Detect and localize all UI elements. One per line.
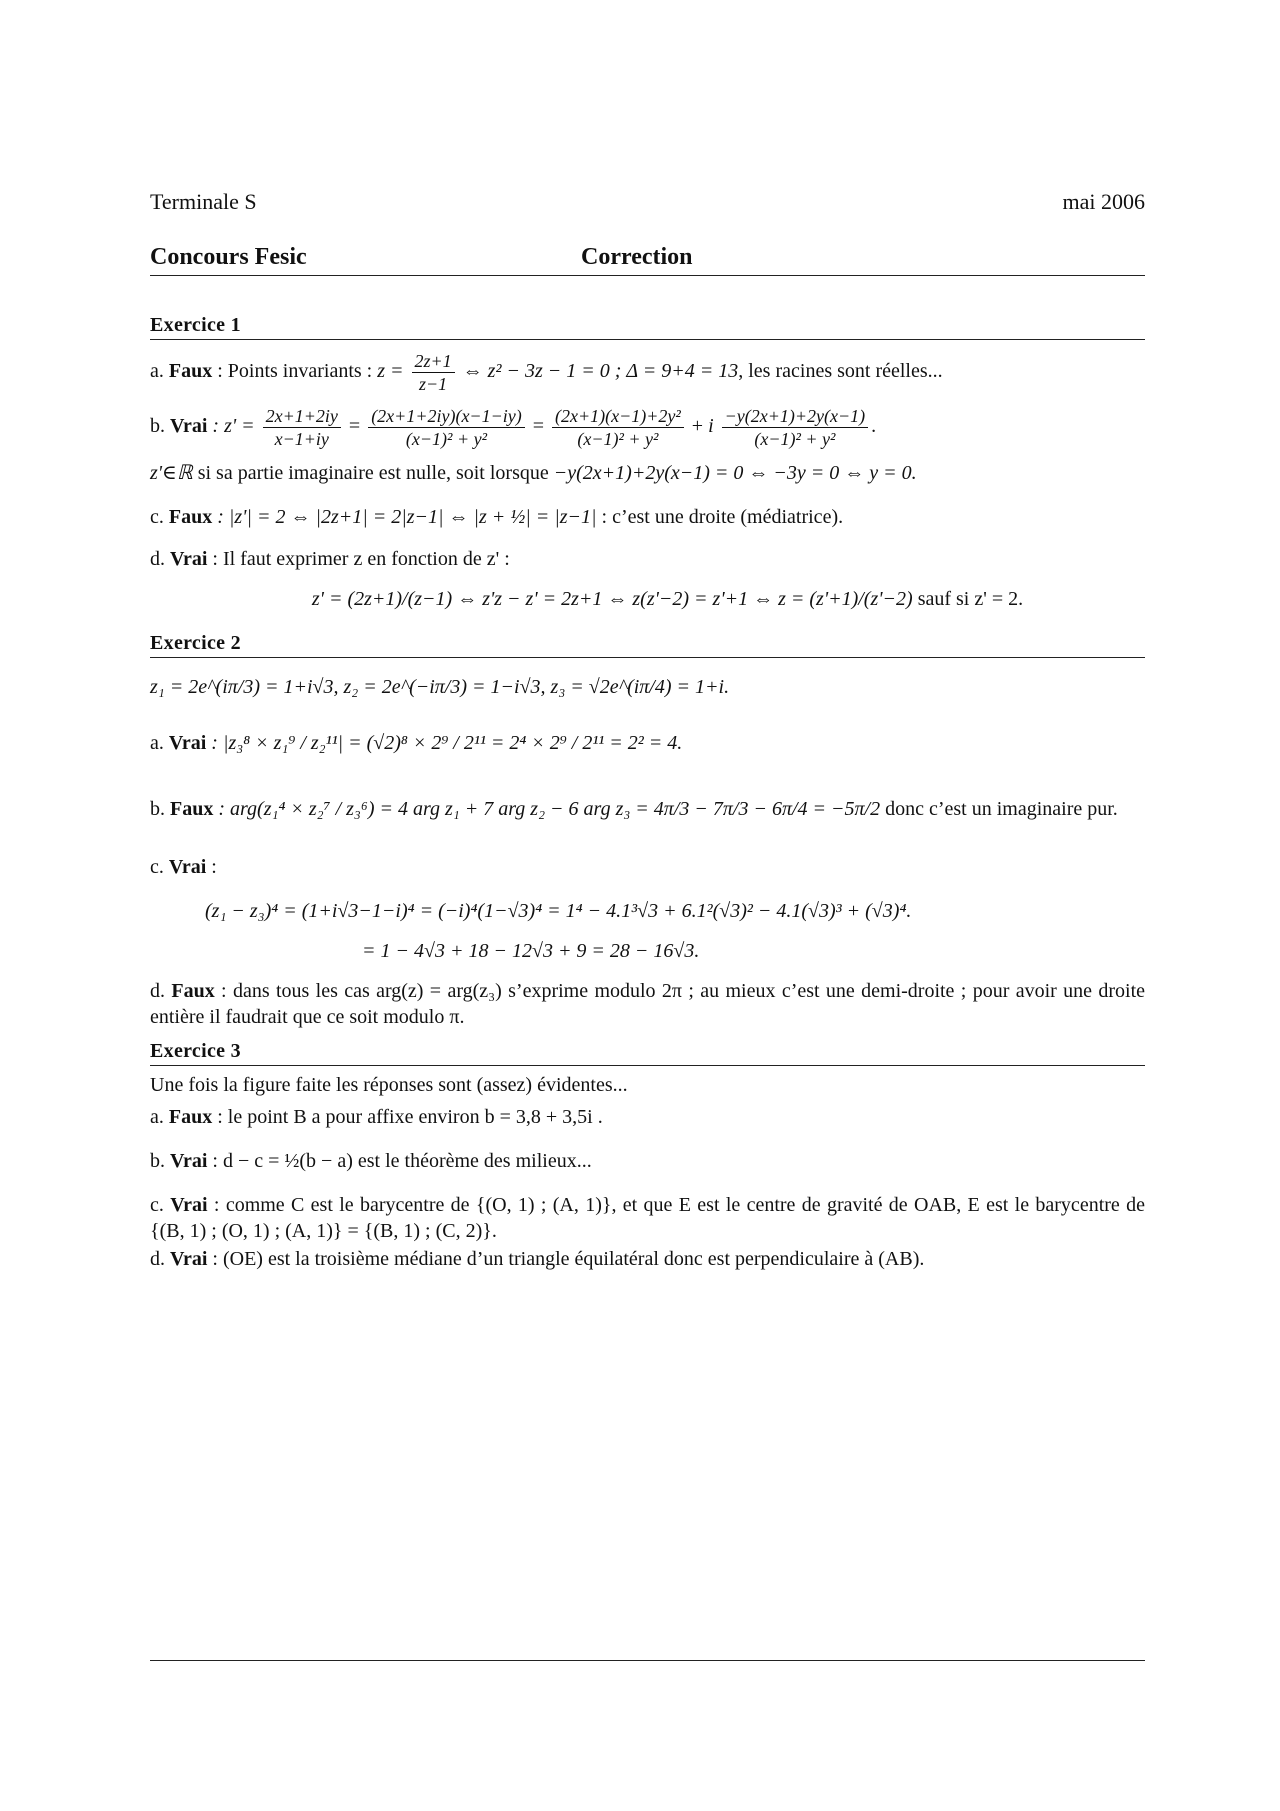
verdict: Faux [170, 798, 214, 820]
ex1-item-b: b. Vrai : z' = $\frac{2x+1+2iy}{x-1+iy}$ = $\frac{(2x+1+2iy)(x-1-iy)}{\text{(x−1)² + y²}}$ = $\frac{\text{(2x+1)(x−1)+2y²}}{\text{(x−1)² + y²}}$ + i $\frac{-y(2x+1)+2y(x-1)}{\text{(x−1)² + y²}}$ . [150, 406, 877, 449]
title-center: Correction [581, 244, 693, 270]
ex3-item-b: b. Vrai : d − c = ½(b − a) est le théorème des milieux... [150, 1150, 592, 1172]
ex2-item-c-eq2: = 1 − 4√3 + 18 − 12√3 + 9 = 28 − 16√3. [362, 940, 700, 962]
document-page [150, 188, 1145, 1272]
verdict: Vrai [170, 415, 208, 438]
title-left: Concours Fesic [150, 244, 307, 270]
exercice-3-title: Exercice 3 [150, 1040, 1145, 1066]
verdict: Vrai [168, 732, 207, 754]
exercice-2-title: Exercice 2 [150, 632, 1145, 658]
ex2-intro: z₁ = 2e^(iπ/3) = 1+i√3, z₂ = 2e^(−iπ/3) = 1−i√3, z₃ = √2e^(iπ/4) = 1+i. [150, 676, 730, 698]
ex2-item-b: b. Faux : arg(z₁⁴ × z₂⁷ / z₃⁶) = 4 arg z₁ + 7 arg z₂ − 6 arg z₃ = 4π/3 − 7π/3 − 6π/4 = −5π/2 donc c’est un imaginaire pur. [150, 798, 1118, 820]
verdict: Vrai [168, 856, 207, 878]
verdict: Vrai [170, 1248, 208, 1270]
footer-rule [150, 1660, 1145, 1661]
ex3-item-a: a. Faux : le point B a pour affixe environ b = 3,8 + 3,5i . [150, 1106, 603, 1128]
page-header [150, 188, 1145, 216]
ex2-item-a: a. Vrai : |z₃⁸ × z₁⁹ / z₂¹¹| = (√2)⁸ × 2⁹ / 2¹¹ = 2⁴ × 2⁹ / 2¹¹ = 2² = 4. [150, 732, 683, 754]
ex1-item-d: d. Vrai : Il faut exprimer z en fonction de z' : [150, 548, 510, 570]
verdict: Vrai [170, 1150, 208, 1172]
ex1-item-a: a. Faux : Points invariants : z = $\frac{2z+1}{z-1}$ ⇔ z² − 3z − 1 = 0 ; Δ = 9+4 = 13, les racines sont réelles... [150, 351, 943, 394]
title-bar [150, 244, 1145, 276]
ex2-item-c-eq1: (z₁ − z₃)⁴ = (1+i√3−1−i)⁴ = (−i)⁴(1−√3)⁴ = 1⁴ − 4.1³√3 + 6.1²(√3)² − 4.1(√3)³ + (√3)⁴. [205, 900, 912, 922]
fraction: $\frac{(2x+1+2iy)(x-1-iy)}{\text{(x−1)² + y²}}$ [368, 405, 525, 450]
ex1-item-b-line2: z'∈ℝ si sa partie imaginaire est nulle, soit lorsque −y(2x+1)+2y(x−1) = 0 ⇔ −3y = 0 ⇔ y = 0. [150, 462, 917, 484]
exercice-1-title: Exercice 1 [150, 314, 1145, 340]
ex3-item-c: c. Vrai : comme C est le barycentre de {(O, 1) ; (A, 1)}, et que E est le centre de gravité de OAB, E est le barycentre de {(B, 1) ; (O, 1) ; (A, 1)} = {(B, 1) ; (C, 2)}. [150, 1194, 1145, 1242]
ex3-intro: Une fois la figure faite les réponses sont (assez) évidentes... [150, 1074, 628, 1096]
verdict: Vrai [170, 548, 208, 570]
fraction: $\frac{2z+1}{z-1}$ [412, 350, 455, 395]
ex2-item-c: c. Vrai : [150, 856, 217, 878]
verdict: Faux [171, 980, 215, 1002]
ex1-item-d-equation: z' = (2z+1)/(z−1) ⇔ z'z − z' = 2z+1 ⇔ z(z'−2) = z'+1 ⇔ z = (z'+1)/(z'−2) sauf si z' = 2. [311, 588, 1024, 610]
fraction: $\frac{2x+1+2iy}{x-1+iy}$ [263, 405, 341, 450]
ex1-item-c: c. Faux : |z'| = 2 ⇔ |2z+1| = 2|z−1| ⇔ |z + ½| = |z−1| : c’est une droite (médiatrice). [150, 506, 844, 528]
verdict: Faux [168, 1106, 213, 1128]
verdict: Faux [168, 506, 213, 528]
ex2-item-d: d. Faux : dans tous les cas arg(z) = arg(z₃) s’exprime modulo 2π ; au mieux c’est une demi-droite ; pour avoir une droite entière il faudrait que ce soit modulo π. [150, 980, 1146, 1028]
header-left: Terminale S [150, 189, 257, 214]
fraction: $\frac{-y(2x+1)+2y(x-1)}{\text{(x−1)² + y²}}$ [722, 405, 869, 450]
ex3-item-d: d. Vrai : (OE) est la troisième médiane d’un triangle équilatéral donc est perpendiculaire à (AB). [150, 1248, 925, 1270]
fraction: $\frac{\text{(2x+1)(x−1)+2y²}}{\text{(x−1)² + y²}}$ [552, 405, 684, 450]
header-right: mai 2006 [1062, 189, 1145, 214]
verdict: Vrai [170, 1194, 208, 1216]
verdict: Faux [168, 360, 213, 383]
